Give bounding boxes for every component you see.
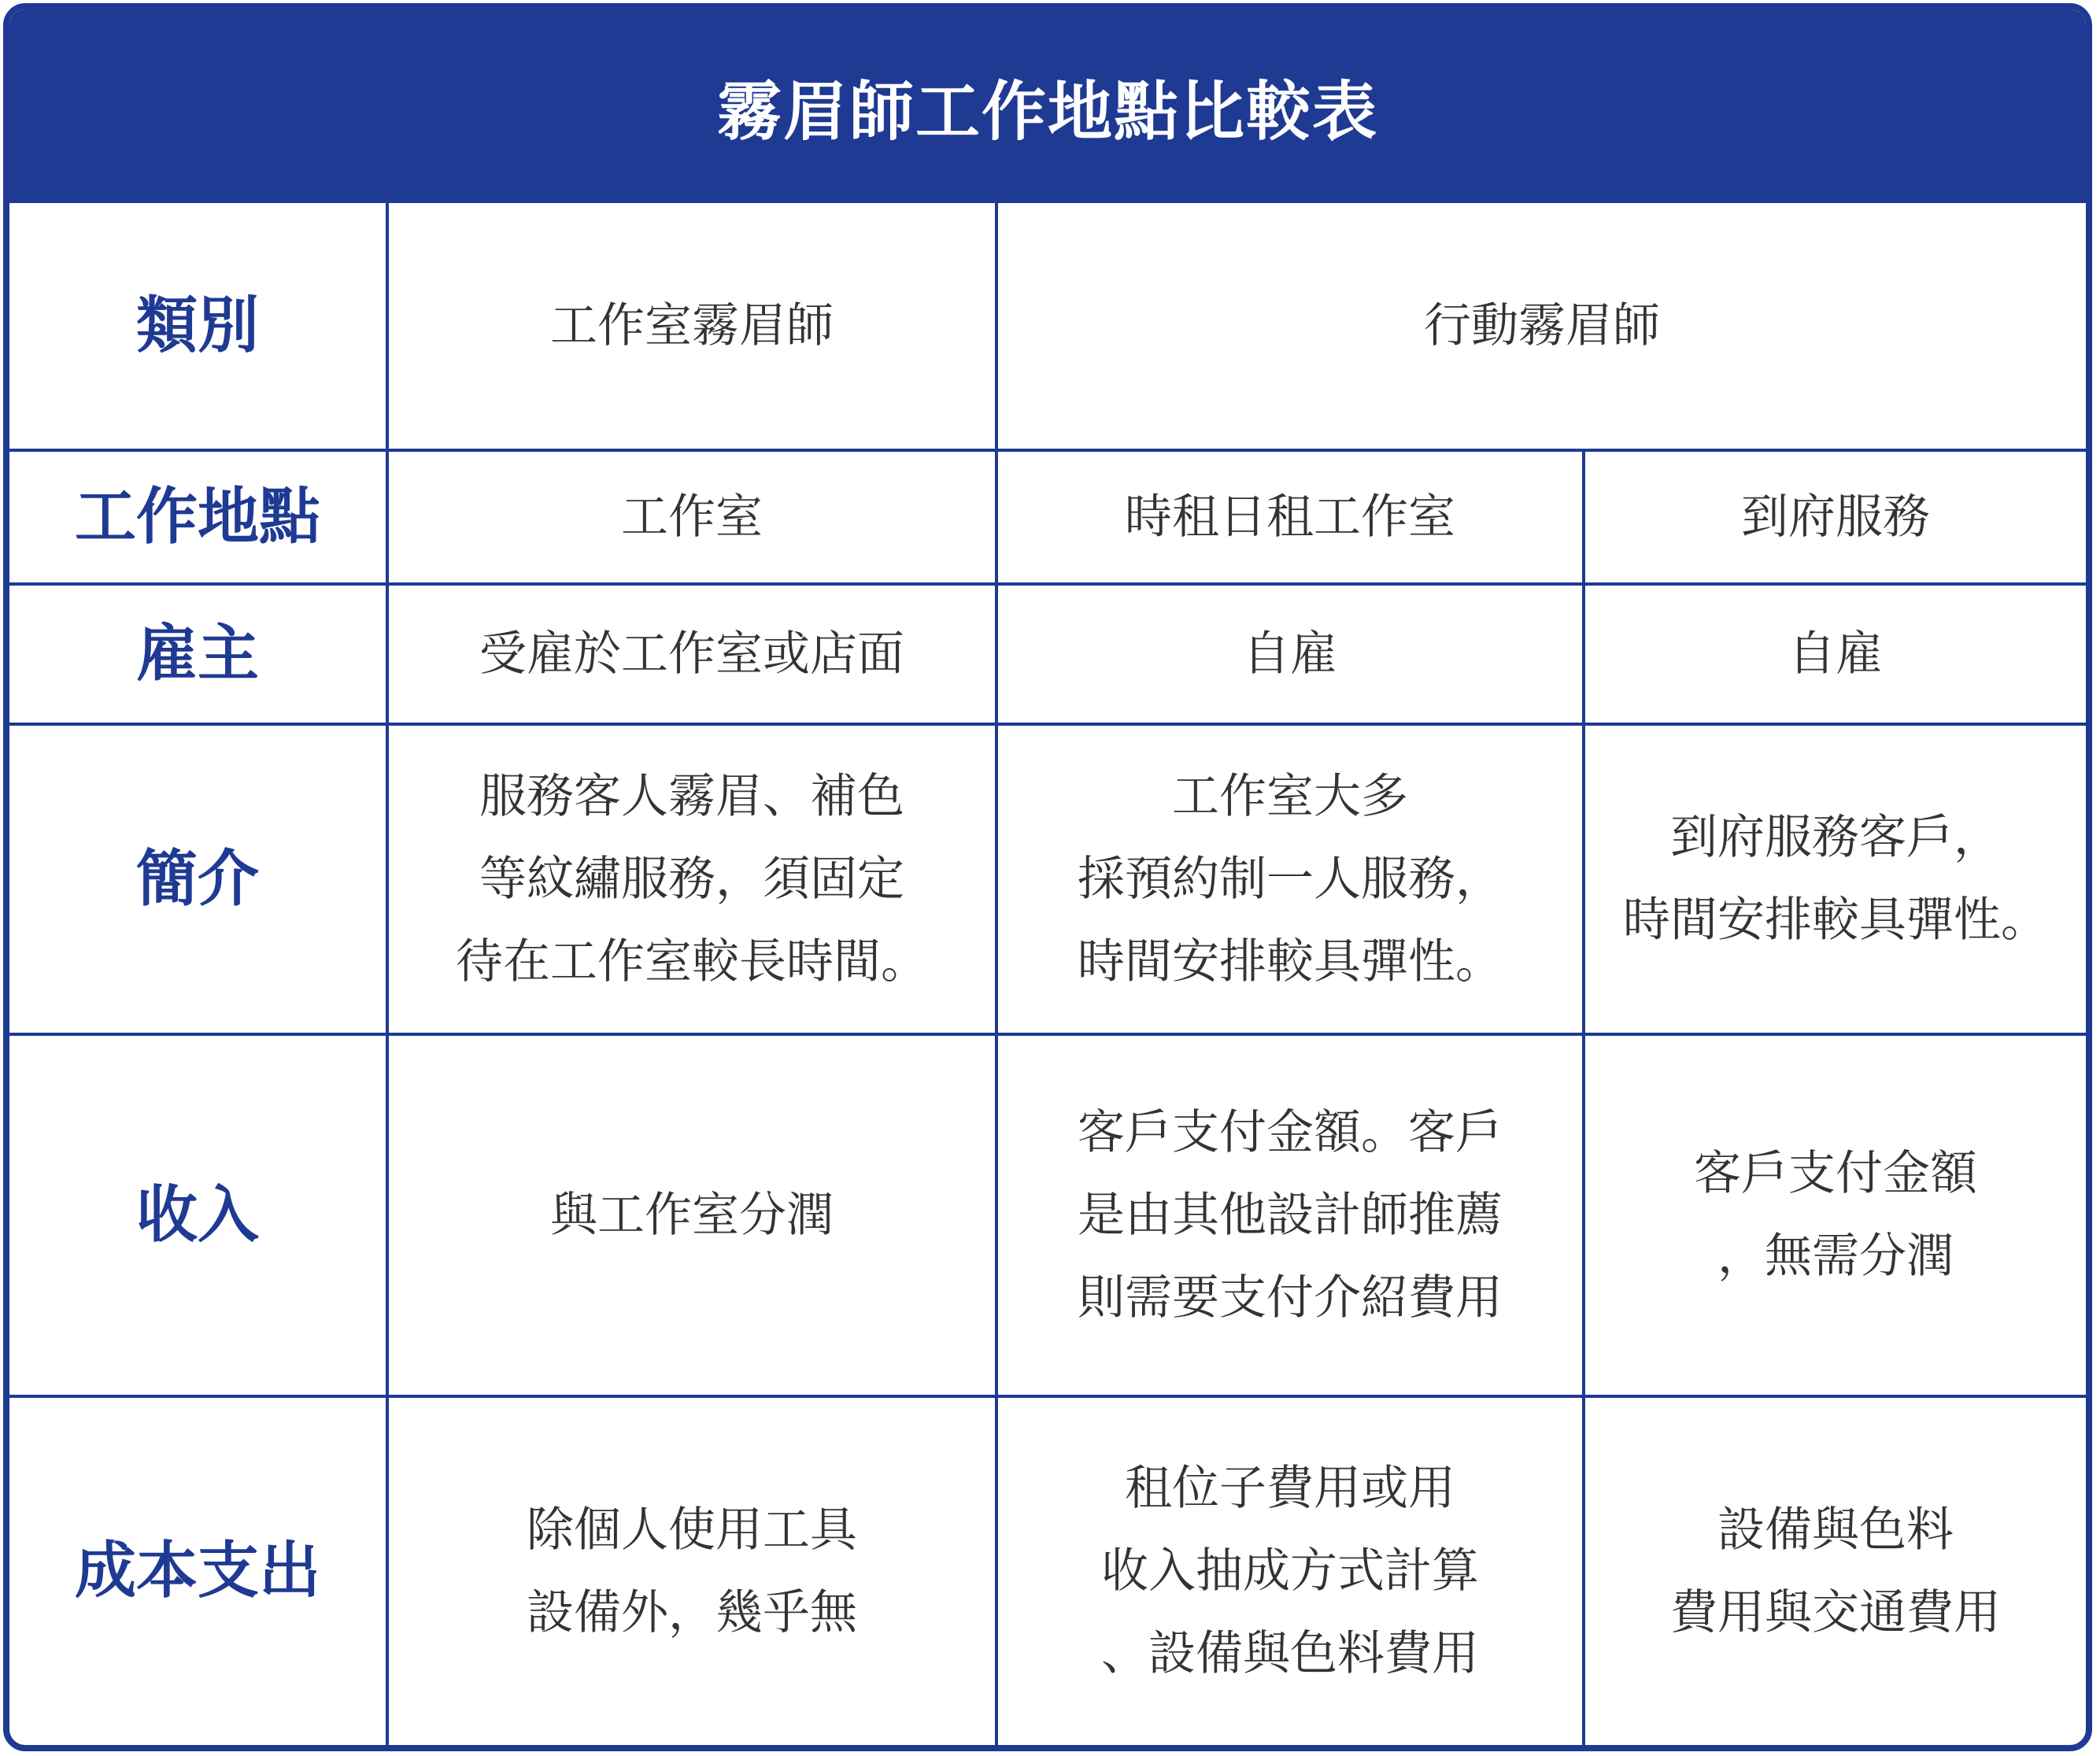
cell-employer-rental: 自雇 <box>996 584 1584 724</box>
row-label-intro: 簡介 <box>9 724 387 1034</box>
row-label-location: 工作地點 <box>9 450 387 584</box>
cell-line: 租位子費用或用 <box>1125 1461 1455 1516</box>
cell-line: 客戶支付金額 <box>1694 1146 1977 1201</box>
cell-line: 時間安排較具彈性。 <box>1078 933 1503 989</box>
cell-line: 除個人使用工具 <box>527 1502 857 1558</box>
cell-line: 是由其他設計師推薦 <box>1078 1187 1503 1243</box>
cell-category-studio: 工作室霧眉師 <box>387 203 996 450</box>
row-location <box>9 450 2086 584</box>
cell-category-mobile: 行動霧眉師 <box>996 203 2086 450</box>
cell-employer-studio: 受雇於工作室或店面 <box>387 584 996 724</box>
cell-income-home <box>1584 1034 2086 1396</box>
cell-line: 採預約制一人服務， <box>1078 851 1503 907</box>
row-label-category: 類別 <box>9 203 387 450</box>
cell-line: 等紋繡服務，須固定 <box>479 851 904 907</box>
table-title: 霧眉師工作地點比較表 <box>9 9 2086 203</box>
cell-line: 服務客人霧眉、補色 <box>479 768 904 824</box>
cell-line: 客戶支付金額。客戶 <box>1078 1104 1503 1160</box>
row-income <box>9 1034 2086 1396</box>
cell-line: 則需要支付介紹費用 <box>1078 1270 1503 1325</box>
cell-line: 待在工作室較長時間。 <box>456 933 928 989</box>
row-label-employer: 雇主 <box>9 584 387 724</box>
cell-line: 時間安排較具彈性。 <box>1623 893 2048 948</box>
cell-location-rental: 時租日租工作室 <box>996 450 1584 584</box>
cell-line: 、設備與色料費用 <box>1101 1626 1479 1681</box>
cell-cost-home <box>1584 1396 2086 1745</box>
cell-intro-rental <box>996 724 1584 1034</box>
row-employer <box>9 584 2086 724</box>
row-label-income: 收入 <box>9 1034 387 1396</box>
cell-income-rental <box>996 1034 1584 1396</box>
cell-income-studio: 與工作室分潤 <box>387 1034 996 1396</box>
row-label-cost: 成本支出 <box>9 1396 387 1745</box>
row-intro <box>9 724 2086 1034</box>
cell-line: 收入抽成方式計算 <box>1101 1543 1479 1599</box>
cell-line: 費用與交通費用 <box>1670 1584 2001 1640</box>
cell-location-studio: 工作室 <box>387 450 996 584</box>
cell-line: 設備與色料 <box>1717 1502 1954 1558</box>
cell-line: ，無需分潤 <box>1717 1229 1954 1284</box>
comparison-card <box>3 3 2092 1751</box>
cell-cost-rental <box>996 1396 1584 1745</box>
row-category <box>9 203 2086 450</box>
cell-intro-home <box>1584 724 2086 1034</box>
cell-location-home: 到府服務 <box>1584 450 2086 584</box>
cell-line: 到府服務客戶， <box>1670 810 2001 865</box>
cell-line: 設備外，幾乎無 <box>527 1584 857 1640</box>
cell-cost-studio <box>387 1396 996 1745</box>
cell-intro-studio <box>387 724 996 1034</box>
comparison-table <box>9 203 2086 1745</box>
row-cost <box>9 1396 2086 1745</box>
cell-line: 工作室大多 <box>1172 768 1408 824</box>
cell-employer-home: 自雇 <box>1584 584 2086 724</box>
